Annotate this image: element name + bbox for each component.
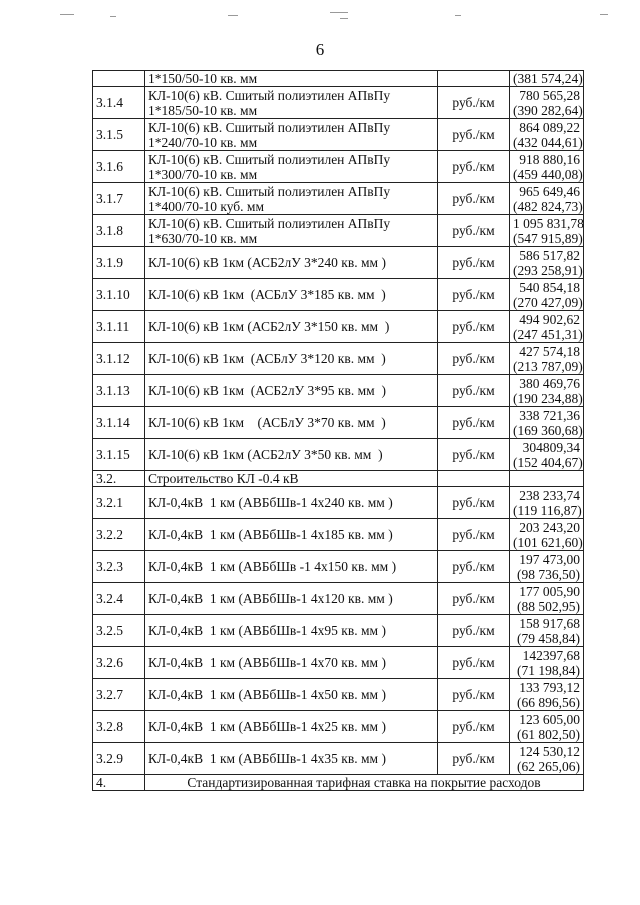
table-row: [93, 487, 584, 519]
table-row: [93, 615, 584, 647]
item-price: [510, 119, 584, 151]
item-unit: руб./км: [438, 711, 510, 743]
item-price: [510, 375, 584, 407]
item-description: КЛ-10(6) кВ 1км (АСБлУ 3*185 кв. мм ): [145, 279, 438, 311]
table-row: [93, 743, 584, 775]
item-number: 3.2.2: [93, 519, 145, 551]
price-value-alt: (119 116,87): [513, 502, 582, 518]
table-row: [93, 679, 584, 711]
item-price: [510, 247, 584, 279]
item-unit: руб./км: [438, 551, 510, 583]
item-unit: руб./км: [438, 647, 510, 679]
item-number: 3.1.7: [93, 183, 145, 215]
table-row: [93, 551, 584, 583]
item-price: [510, 279, 584, 311]
item-number: 3.1.8: [93, 215, 145, 247]
item-description: КЛ-10(6) кВ. Сшитый полиэтилен АПвПу 1*300/70-10 кв. мм: [145, 151, 438, 183]
item-price: [510, 311, 584, 343]
table-row: [93, 215, 584, 247]
price-value: 864 089,22: [519, 119, 580, 135]
item-description: КЛ-10(6) кВ 1км (АСБ2лУ 3*50 кв. мм ): [145, 439, 438, 471]
price-value-alt: (390 282,64): [513, 102, 583, 118]
price-value: 965 649,46: [519, 183, 580, 199]
table-row: [93, 519, 584, 551]
item-price: [510, 343, 584, 375]
price-value: 142397,68: [522, 647, 580, 663]
item-description: КЛ-10(6) кВ. Сшитый полиэтилен АПвПу 1*185/50-10 кв. мм: [145, 87, 438, 119]
item-price: [510, 583, 584, 615]
item-unit: руб./км: [438, 343, 510, 375]
tariff-table-body: [93, 71, 584, 791]
price-value-alt: (432 044,61): [513, 134, 583, 150]
item-price: [510, 679, 584, 711]
table-row: [93, 647, 584, 679]
item-price: [510, 487, 584, 519]
item-price: [510, 711, 584, 743]
table-row: [93, 151, 584, 183]
price-value-alt: (61 802,50): [517, 726, 580, 742]
price-value-alt: (98 736,50): [517, 566, 580, 582]
price-value: 177 005,90: [519, 583, 580, 599]
table-row: [93, 711, 584, 743]
item-unit: руб./км: [438, 279, 510, 311]
item-number: 3.2.4: [93, 583, 145, 615]
table-row: [93, 279, 584, 311]
price-value-alt: (213 787,09): [513, 358, 583, 374]
item-number: 3.1.4: [93, 87, 145, 119]
price-value: 540 854,18: [519, 279, 580, 295]
item-price: [510, 439, 584, 471]
item-description: КЛ-10(6) кВ 1км (АСБлУ 3*70 кв. мм ): [145, 407, 438, 439]
item-price: [510, 71, 584, 87]
item-price: [510, 647, 584, 679]
price-value-alt: (71 198,84): [517, 662, 580, 678]
price-value-alt: (88 502,95): [517, 598, 580, 614]
item-number: 3.1.5: [93, 119, 145, 151]
item-description: КЛ-0,4кВ 1 км (АВБбШв-1 4х185 кв. мм ): [145, 519, 438, 551]
price-value: 1 095 831,78: [513, 215, 584, 231]
item-unit: руб./км: [438, 583, 510, 615]
item-unit: руб./км: [438, 615, 510, 647]
item-description: КЛ-0,4кВ 1 км (АВБбШв-1 4х35 кв. мм ): [145, 743, 438, 775]
price-value-alt: (169 360,68): [513, 422, 583, 438]
item-description: КЛ-10(6) кВ 1км (АСБлУ 3*120 кв. мм ): [145, 343, 438, 375]
item-number: 3.2.7: [93, 679, 145, 711]
table-row: [93, 183, 584, 215]
item-price: [510, 471, 584, 487]
price-value-alt: (101 621,60): [513, 534, 583, 550]
item-description: КЛ-10(6) кВ. Сшитый полиэтилен АПвПу 1*630/70-10 кв. мм: [145, 215, 438, 247]
section-heading: Стандартизированная тарифная ставка на покрытие расходов: [145, 775, 584, 791]
table-row: [93, 119, 584, 151]
item-number: 3.1.6: [93, 151, 145, 183]
item-description: КЛ-10(6) кВ. Сшитый полиэтилен АПвПу 1*240/70-10 кв. мм: [145, 119, 438, 151]
item-unit: руб./км: [438, 87, 510, 119]
price-value-alt: (62 265,06): [517, 758, 580, 774]
item-number: 3.2.8: [93, 711, 145, 743]
item-description: КЛ-0,4кВ 1 км (АВБбШв-1 4х70 кв. мм ): [145, 647, 438, 679]
price-value: 133 793,12: [519, 679, 580, 695]
price-value: 197 473,00: [519, 551, 580, 567]
item-unit: руб./км: [438, 487, 510, 519]
table-row: [93, 311, 584, 343]
price-value-alt: (293 258,91): [513, 262, 583, 278]
item-price: [510, 215, 584, 247]
item-unit: руб./км: [438, 215, 510, 247]
item-description: КЛ-10(6) кВ 1км (АСБ2лУ 3*150 кв. мм ): [145, 311, 438, 343]
item-number: 3.2.1: [93, 487, 145, 519]
item-price: [510, 87, 584, 119]
price-value: (381 574,24): [513, 71, 583, 86]
item-unit: руб./км: [438, 183, 510, 215]
item-number: 3.1.10: [93, 279, 145, 311]
price-value: 918 880,16: [519, 151, 580, 167]
scan-specks: [0, 6, 640, 26]
price-value: 304809,34: [522, 439, 580, 455]
tariff-table: [92, 70, 584, 791]
price-value-alt: (66 896,56): [517, 694, 580, 710]
item-price: [510, 743, 584, 775]
item-description: КЛ-0,4кВ 1 км (АВБбШв -1 4х150 кв. мм ): [145, 551, 438, 583]
price-value-alt: (482 824,73): [513, 198, 583, 214]
price-value: 494 902,62: [519, 311, 580, 327]
item-unit: руб./км: [438, 743, 510, 775]
item-number: 3.1.12: [93, 343, 145, 375]
item-number: 3.1.13: [93, 375, 145, 407]
item-unit: руб./км: [438, 407, 510, 439]
item-price: [510, 615, 584, 647]
price-value-alt: (247 451,31): [513, 326, 583, 342]
item-number: 3.1.15: [93, 439, 145, 471]
item-price: [510, 519, 584, 551]
page-number: 6: [315, 40, 325, 59]
item-number: 3.2.3: [93, 551, 145, 583]
table-row: [93, 343, 584, 375]
item-price: [510, 407, 584, 439]
item-price: [510, 151, 584, 183]
table-row: [93, 87, 584, 119]
item-unit: руб./км: [438, 519, 510, 551]
price-value: 123 605,00: [519, 711, 580, 727]
item-number: [93, 71, 145, 87]
item-description: КЛ-10(6) кВ. Сшитый полиэтилен АПвПу 1*400/70-10 куб. мм: [145, 183, 438, 215]
price-value: 380 469,76: [519, 375, 580, 391]
price-value-alt: (79 458,84): [517, 630, 580, 646]
item-description: КЛ-0,4кВ 1 км (АВБбШв-1 4х50 кв. мм ): [145, 679, 438, 711]
table-row: [93, 407, 584, 439]
price-value: 238 233,74: [519, 487, 580, 503]
item-price: [510, 551, 584, 583]
item-number: 3.1.9: [93, 247, 145, 279]
table-row: [93, 247, 584, 279]
table-row: [93, 583, 584, 615]
price-value-alt: (190 234,88): [513, 390, 583, 406]
table-row: [93, 375, 584, 407]
item-number: 3.2.5: [93, 615, 145, 647]
item-price: [510, 183, 584, 215]
item-unit: [438, 71, 510, 87]
section-heading-row: [93, 775, 584, 791]
item-unit: руб./км: [438, 119, 510, 151]
section-row: [93, 471, 584, 487]
item-unit: руб./км: [438, 375, 510, 407]
item-description: КЛ-0,4кВ 1 км (АВБбШв-1 4х25 кв. мм ): [145, 711, 438, 743]
price-value-alt: (547 915,89): [513, 230, 583, 246]
price-value: 158 917,68: [519, 615, 580, 631]
price-value: 586 517,82: [519, 247, 580, 263]
price-value: 338 721,36: [519, 407, 580, 423]
item-description: КЛ-10(6) кВ 1км (АСБ2лУ 3*240 кв. мм ): [145, 247, 438, 279]
item-number: 3.2.6: [93, 647, 145, 679]
item-description: КЛ-0,4кВ 1 км (АВБбШв-1 4х120 кв. мм ): [145, 583, 438, 615]
item-unit: руб./км: [438, 439, 510, 471]
table-row: [93, 71, 584, 87]
price-value-alt: (270 427,09): [513, 294, 583, 310]
item-unit: руб./км: [438, 151, 510, 183]
price-value: 124 530,12: [519, 743, 580, 759]
item-description: КЛ-0,4кВ 1 км (АВБбШв-1 4х240 кв. мм ): [145, 487, 438, 519]
item-description: КЛ-10(6) кВ 1км (АСБ2лУ 3*95 кв. мм ): [145, 375, 438, 407]
item-number: 3.1.11: [93, 311, 145, 343]
price-value: 780 565,28: [519, 87, 580, 103]
item-unit: руб./км: [438, 247, 510, 279]
item-description: 1*150/50-10 кв. мм: [145, 71, 438, 87]
item-number: 3.2.: [93, 471, 145, 487]
item-description: КЛ-0,4кВ 1 км (АВБбШв-1 4х95 кв. мм ): [145, 615, 438, 647]
price-value-alt: (459 440,08): [513, 166, 583, 182]
price-value-alt: (152 404,67): [513, 454, 583, 470]
item-number: 4.: [93, 775, 145, 791]
item-unit: [438, 471, 510, 487]
price-value: 427 574,18: [519, 343, 580, 359]
price-value: 203 243,20: [519, 519, 580, 535]
item-description: Строительство КЛ -0.4 кВ: [145, 471, 438, 487]
item-number: 3.2.9: [93, 743, 145, 775]
item-number: 3.1.14: [93, 407, 145, 439]
table-row: [93, 439, 584, 471]
item-unit: руб./км: [438, 311, 510, 343]
item-unit: руб./км: [438, 679, 510, 711]
